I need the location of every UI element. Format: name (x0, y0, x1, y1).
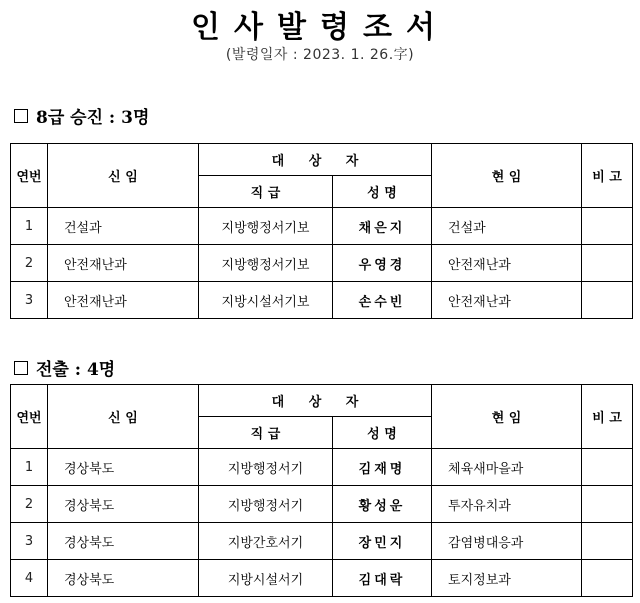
header-new-post: 신 임 (48, 385, 199, 449)
section-title: 8급 승진 : 3명 (36, 108, 150, 128)
cell-name: 김재명 (333, 449, 432, 486)
header-target: 대 상 자 (199, 144, 432, 176)
header-name: 성 명 (333, 417, 432, 449)
cell-no: 2 (11, 486, 48, 523)
cell-name: 장민지 (333, 523, 432, 560)
appointment-date: (발령일자 : 2023. 1. 26.字) (225, 47, 415, 63)
header-no: 연번 (11, 385, 48, 449)
cell-no: 3 (11, 523, 48, 560)
cell-new-post: 안전재난과 (48, 245, 199, 282)
cell-note (582, 486, 633, 523)
cell-current: 안전재난과 (432, 245, 582, 282)
cell-current: 토지정보과 (432, 560, 582, 597)
cell-current: 체육새마을과 (432, 449, 582, 486)
cell-name: 황성운 (333, 486, 432, 523)
cell-no: 1 (11, 449, 48, 486)
cell-no: 3 (11, 282, 48, 319)
section-title: 전출 : 4명 (36, 360, 116, 380)
cell-current: 투자유치과 (432, 486, 582, 523)
checkbox-square-icon (14, 109, 28, 123)
cell-note (582, 282, 633, 319)
table-row (11, 245, 633, 282)
cell-name: 우영경 (333, 245, 432, 282)
promotion-table (10, 143, 633, 319)
cell-rank: 지방행정서기보 (199, 208, 333, 245)
cell-rank: 지방행정서기 (199, 486, 333, 523)
table-row (11, 208, 633, 245)
cell-name: 채은지 (333, 208, 432, 245)
header-no: 연번 (11, 144, 48, 208)
checkbox-square-icon (14, 361, 28, 375)
table-row (11, 449, 633, 486)
cell-no: 1 (11, 208, 48, 245)
cell-note (582, 208, 633, 245)
header-rank: 직 급 (199, 417, 333, 449)
table-row (11, 282, 633, 319)
table-header-row (11, 144, 633, 176)
cell-current: 건설과 (432, 208, 582, 245)
cell-new-post: 경상북도 (48, 486, 199, 523)
table-header-row (11, 385, 633, 417)
header-note: 비 고 (582, 385, 633, 449)
cell-rank: 지방시설서기보 (199, 282, 333, 319)
cell-current: 안전재난과 (432, 282, 582, 319)
header-rank: 직 급 (199, 176, 333, 208)
section-heading-promotion (14, 103, 149, 128)
cell-no: 4 (11, 560, 48, 597)
cell-rank: 지방행정서기보 (199, 245, 333, 282)
cell-note (582, 449, 633, 486)
header-name: 성 명 (333, 176, 432, 208)
cell-rank: 지방시설서기 (199, 560, 333, 597)
cell-name: 손수빈 (333, 282, 432, 319)
table-row (11, 523, 633, 560)
cell-new-post: 건설과 (48, 208, 199, 245)
header-target: 대 상 자 (199, 385, 432, 417)
document-title: 인사발령조서 (191, 10, 449, 45)
header-current: 현 임 (432, 385, 582, 449)
table-row (11, 560, 633, 597)
cell-note (582, 245, 633, 282)
cell-new-post: 경상북도 (48, 449, 199, 486)
header-current: 현 임 (432, 144, 582, 208)
header-note: 비 고 (582, 144, 633, 208)
section-heading-transfer (14, 355, 115, 380)
cell-note (582, 523, 633, 560)
cell-current: 감염병대응과 (432, 523, 582, 560)
cell-new-post: 경상북도 (48, 560, 199, 597)
cell-rank: 지방간호서기 (199, 523, 333, 560)
cell-no: 2 (11, 245, 48, 282)
cell-new-post: 안전재난과 (48, 282, 199, 319)
table-row (11, 486, 633, 523)
cell-new-post: 경상북도 (48, 523, 199, 560)
cell-name: 김대락 (333, 560, 432, 597)
header-new-post: 신 임 (48, 144, 199, 208)
cell-rank: 지방행정서기 (199, 449, 333, 486)
cell-note (582, 560, 633, 597)
transfer-table (10, 384, 633, 597)
